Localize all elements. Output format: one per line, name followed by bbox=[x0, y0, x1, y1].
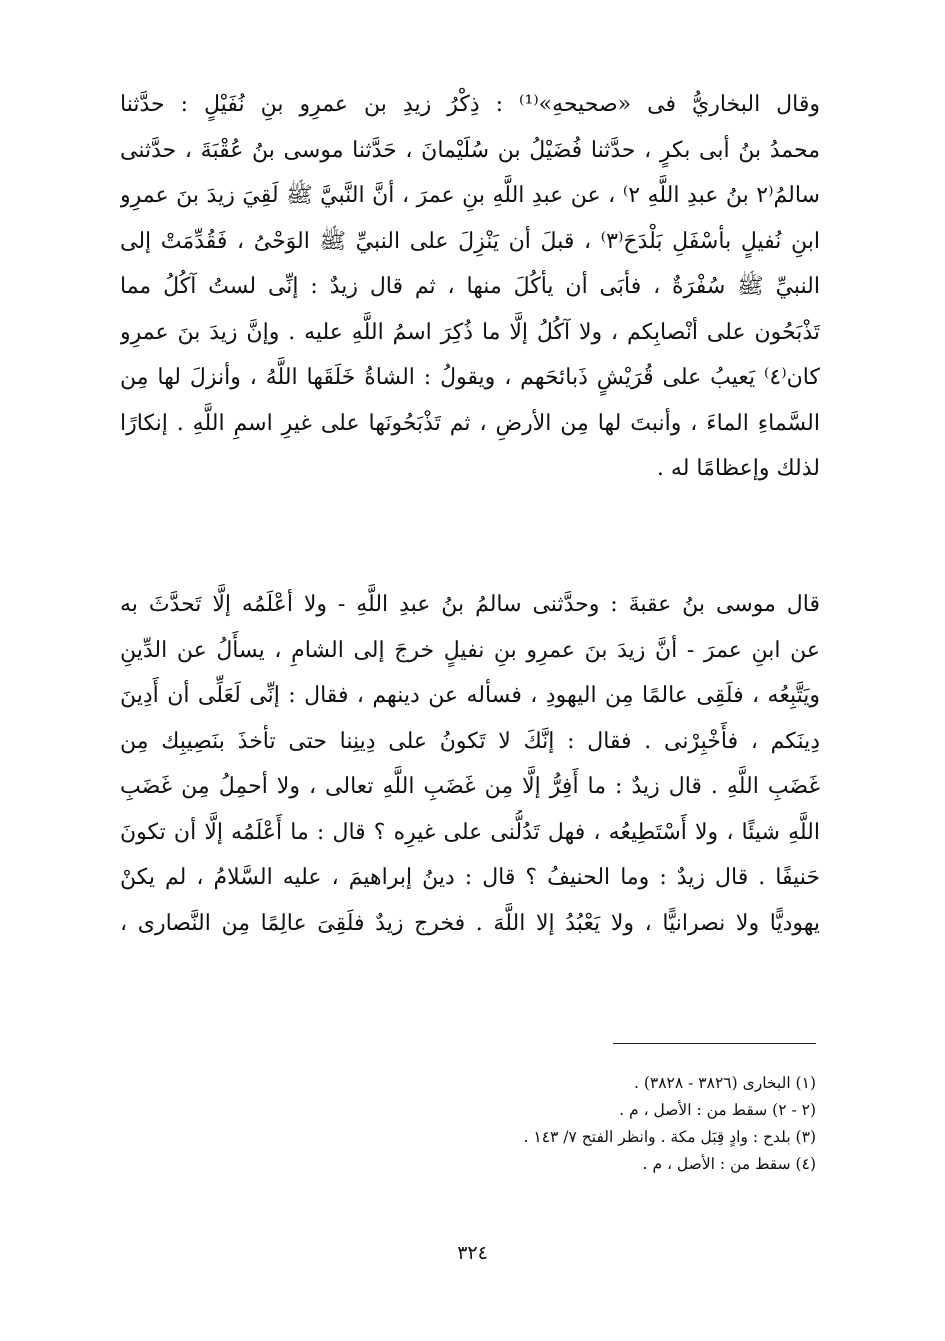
footnotes bbox=[300, 1070, 816, 1178]
text-line: سالمُ⁽٢ بنُ عبدِ اللَّهِ ٢⁾ ، عن عبدِ اللَّهِ بنِ عمرَ ، أنَّ النَّبيَّ ﷺ لَقِيَ زيدَ بنَ عمرِو bbox=[120, 183, 820, 208]
text-line: غَضَبِ اللَّهِ . قال زيدٌ : ما أَفِرُّ إلَّا مِن غَضَبِ اللَّهِ تعالى ، ولا أحمِلُ مِن غَضَبِ bbox=[120, 774, 820, 799]
footnote: (١) البخارى (٣٨٢٦ - ٣٨٢٨) . bbox=[633, 1074, 816, 1092]
text-line: يهوديًّا ولا نصرانيًّا ، ولا يَعْبُدُ إلا اللَّهَ . فخرج زيدٌ فلَقِىَ عالِمًا مِن النَّصارى ، bbox=[120, 910, 820, 936]
footnote: (٣) بلدح : وادٍ قِبَل مكة . وانظر الفتح ٧/ ١٤٣ . bbox=[523, 1128, 816, 1146]
paragraph-2 bbox=[120, 582, 820, 946]
text-line: ابنِ نُفيلٍ بأسْفَلِ بَلْدَحَ⁽٣⁾ ، قبلَ أن يَنْزِلَ على النبيِّ ﷺ الوَحْىُ ، فَقُدِّمَتْ إلى bbox=[120, 228, 820, 254]
text-line: السَّماءِ الماءَ ، وأنبتَ لها مِن الأرضِ ، ثم تَذْبَحُونَها على غيرِ اسمِ اللَّهِ . إنكارًا bbox=[120, 410, 820, 436]
text-line: عن ابنِ عمرَ - أنَّ زيدَ بنَ عمرِو بنِ نفيلٍ خرجَ إلى الشامِ ، يسأَلُ عن الدِّينِ bbox=[120, 637, 820, 663]
text-line: تَذْبَحُون على أنْصابِكم ، ولا آكُلُ إلَّا ما ذُكِرَ اسمُ اللَّهِ عليه . وإنَّ زيدَ بنَ عمرِو bbox=[120, 319, 820, 345]
page-number: ٣٢٤ bbox=[457, 1242, 488, 1264]
text-line: حَنيفًا . قال زيدٌ : وما الحنيفُ ؟ قال : دينُ إبراهيمَ ، عليه السَّلامُ ، لم يكنْ bbox=[120, 865, 820, 890]
text-line: محمدُ بنُ أبى بكرٍ ، حدَّثنا فُضَيْلُ بن سُلَيْمانَ ، حَدَّثنا موسى بنُ عُقْبَةَ ، حدَّثنى bbox=[120, 137, 820, 163]
text-line: كان⁽٤⁾ يَعيبُ على قُرَيْشٍ ذَبائحَهم ، ويقولُ : الشاةُ خَلَقَها اللَّهُ ، وأنزلَ لها مِن bbox=[120, 365, 820, 390]
text-line: اللَّهِ شيئًا ، ولا أَسْتَطِيعُه ، فهل تَدُلُّنى على غيرِه ؟ قال : ما أَعْلَمُه إلَّا أن تكونَ bbox=[120, 819, 820, 845]
text-line: وقال البخاريُّ فى «صحيحهِ»⁽¹⁾ : ذِكْرُ زيدِ بن عمرِو بنِ نُفَيْلٍ : حدَّثنا bbox=[120, 92, 820, 117]
text-line: دِينَكم ، فأَخْبِرْنى . فقال : إنَّكَ لا تَكونُ على دِينِنا حتى تأخذَ بنَصِيبِك مِن bbox=[120, 728, 820, 754]
footnote-separator bbox=[613, 1043, 816, 1044]
text-line: قال موسى بنُ عقبةَ : وحدَّثنى سالمُ بنُ عبدِ اللَّهِ - ولا أعْلَمُه إلَّا تَحدَّثَ به bbox=[120, 592, 820, 617]
text-line: النبيِّ ﷺ سُفْرَةٌ ، فأبَى أن يأكُلَ منها ، ثم قال زيدٌ : إنِّى لستُ آكُلُ مما bbox=[120, 274, 820, 299]
footnote: (٢ - ٢) سقط من : الأصل ، م . bbox=[619, 1101, 816, 1119]
paragraph-1 bbox=[120, 82, 820, 492]
footnote: (٤) سقط من : الأصل ، م . bbox=[642, 1155, 816, 1173]
text-line: ويَتَّبِعُه ، فلَقِى عالمًا مِن اليهودِ ، فسأله عن دينهم ، فقال : إنِّى لَعَلِّى أن أَدِينَ bbox=[120, 683, 820, 708]
text-line: لذلك وإعظامًا له . bbox=[656, 456, 820, 481]
